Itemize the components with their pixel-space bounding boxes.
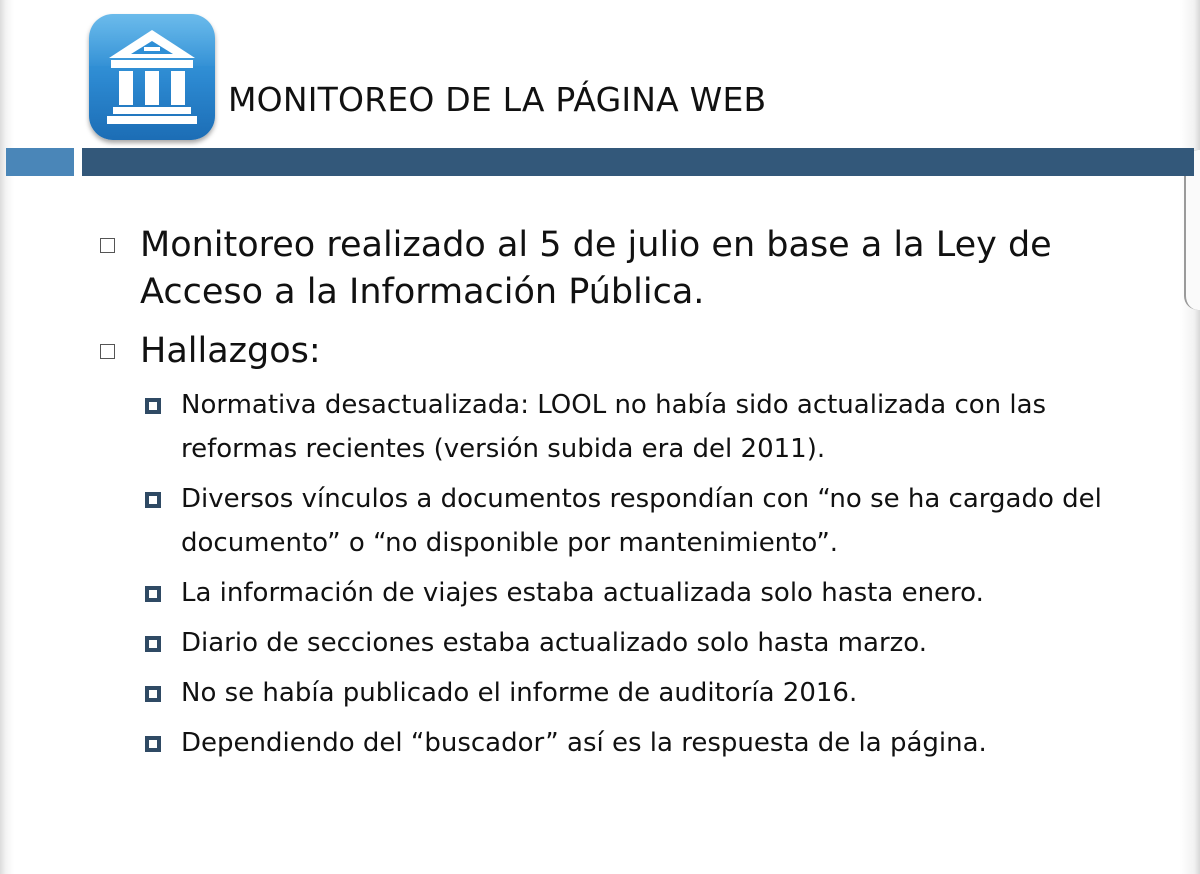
finding-text: Diversos vínculos a documentos respondían con “no se ha cargado del documento” o “no disponible por mantenimiento”. [181, 484, 1102, 558]
finding-text: Diario de secciones estaba actualizado solo hasta marzo. [181, 628, 927, 658]
bank-building-icon [89, 14, 215, 140]
slide-title: MONITOREO DE LA PÁGINA WEB [228, 80, 767, 119]
header-bar [82, 148, 1194, 176]
bullet-text: Monitoreo realizado al 5 de julio en base a la Ley de Acceso a la Información Pública. [140, 225, 1052, 312]
hollow-square-bullet-icon [100, 238, 115, 253]
finding-text: No se había publicado el informe de auditoría 2016. [181, 678, 858, 708]
bullet-text: Hallazgos: [140, 331, 321, 371]
finding-item [141, 383, 1156, 471]
filled-square-bullet-icon [145, 736, 161, 752]
finding-item [141, 477, 1156, 565]
filled-square-bullet-icon [145, 636, 161, 652]
header-accent-bar [6, 148, 74, 176]
slide-content [96, 222, 1156, 771]
bullet-monitoreo [96, 222, 1156, 316]
filled-square-bullet-icon [145, 686, 161, 702]
filled-square-bullet-icon [145, 586, 161, 602]
finding-text: Dependiendo del “buscador” así es la respuesta de la página. [181, 728, 987, 758]
finding-text: Normativa desactualizada: LOOL no había sido actualizada con las reformas recientes (versión subida era del 2011). [181, 390, 1047, 464]
filled-square-bullet-icon [145, 492, 161, 508]
findings-list [141, 383, 1156, 765]
finding-item [141, 721, 1156, 765]
finding-item [141, 621, 1156, 665]
hollow-square-bullet-icon [100, 344, 115, 359]
finding-item [141, 671, 1156, 715]
filled-square-bullet-icon [145, 398, 161, 414]
bullet-hallazgos [96, 328, 1156, 375]
finding-item [141, 571, 1156, 615]
finding-text: La información de viajes estaba actualizada solo hasta enero. [181, 578, 984, 608]
